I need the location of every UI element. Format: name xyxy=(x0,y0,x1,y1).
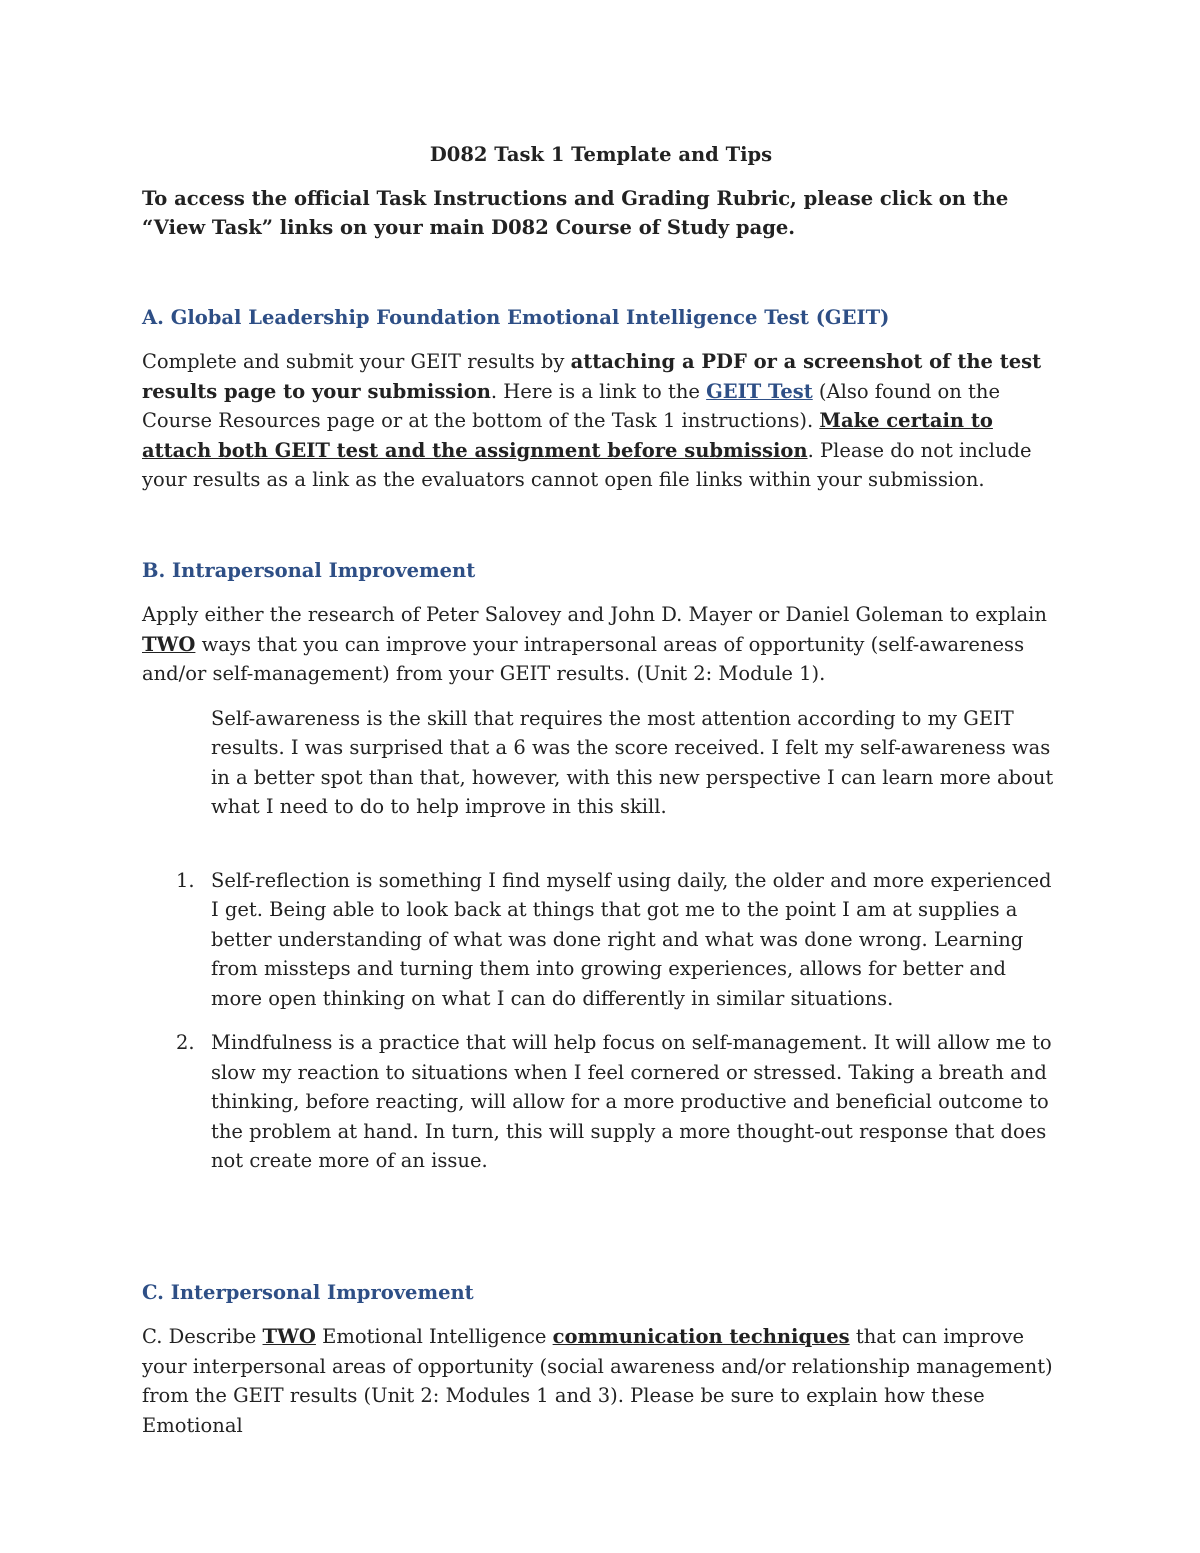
section-a-paragraph xyxy=(142,347,1060,495)
section-a-text-3: (Also found on the Course Resources page or at the bottom of the Task 1 instructions). xyxy=(142,379,1000,432)
section-b-heading: B. Intrapersonal Improvement xyxy=(142,558,476,582)
section-c-heading: C. Interpersonal Improvement xyxy=(142,1280,474,1304)
section-a-bold-text: attaching a PDF or a screenshot of the test results page to your submission xyxy=(142,350,1042,403)
section-a-heading: A. Global Leadership Foundation Emotional Intelligence Test (GEIT) xyxy=(142,305,890,329)
list-item xyxy=(142,866,1060,1014)
list-item-text: Mindfulness is a practice that will help focus on self-management. It will allow me to slow my reaction to situations when I feel cornered or stressed. Taking a breath and thinking, before reacting, will allow for a more productive and beneficial outcome to the problem at hand. In turn, this will supply a more thought-out response that does not create more of an issue. xyxy=(211,1031,1052,1172)
section-c-emphasis-2: communication techniques xyxy=(552,1325,850,1348)
section-a-bold-underline-text: Make certain to attach both GEIT test and the assignment before submission xyxy=(142,409,993,462)
section-c-text-3: that can improve your interpersonal areas of opportunity (social awareness and/or relationship management) from the GEIT results (Unit 2: Modules 1 and 3). Please be sure to explain how these Emotional xyxy=(142,1325,1053,1437)
list-item xyxy=(142,1028,1060,1176)
list-item-text: Self-reflection is something I find myself using daily, the older and more experienced I get. Being able to look back at things that got me to the point I am at supplies a better understanding of what was done right and what was done wrong. Learning from missteps and turning them into growing experiences, allows for better and more open thinking on what I can do differently in similar situations. xyxy=(211,868,1052,1010)
geit-test-link[interactable]: GEIT Test xyxy=(706,379,813,403)
section-b-prompt xyxy=(142,600,1060,689)
section-c-emphasis-1: TWO xyxy=(262,1325,316,1348)
section-b-emphasis: TWO xyxy=(142,632,196,656)
section-c-text-2: Emotional Intelligence xyxy=(315,1325,553,1348)
intro-paragraph: To access the official Task Instructions and Grading Rubric, please click on the “View Task” links on your main D082 Course of Study page. xyxy=(142,186,1009,239)
list-item-number: 1. xyxy=(176,868,195,892)
section-a-text-4: . Please do not include your results as a link as the evaluators cannot open file links within your submission. xyxy=(142,438,1032,491)
section-b-text-1: Apply either the research of Peter Salovey and John D. Mayer or Daniel Goleman to explain xyxy=(142,603,1047,626)
list-item-number: 2. xyxy=(176,1031,195,1054)
section-b-text-2: ways that you can improve your intrapersonal areas of opportunity (self-awareness and/or self-management) from your GEIT results. (Unit 2: Module 1). xyxy=(142,632,1025,685)
section-c-text-1: C. Describe xyxy=(142,1325,263,1348)
document-title: D082 Task 1 Template and Tips xyxy=(429,143,773,166)
document-body xyxy=(142,140,1060,1440)
section-a-text-1: Complete and submit your GEIT results by xyxy=(142,350,571,373)
section-a-text-2: . Here is a link to the xyxy=(490,379,707,403)
section-c-prompt xyxy=(142,1322,1060,1440)
section-b-response: Self-awareness is the skill that requires the most attention according to my GEIT results. I was surprised that a 6 was the score received. I felt my self-awareness was in a better spot than that, however, with this new perspective I can learn more about what I need to do to help improve in this skill. xyxy=(211,706,1054,818)
improvement-list xyxy=(142,866,1060,1176)
